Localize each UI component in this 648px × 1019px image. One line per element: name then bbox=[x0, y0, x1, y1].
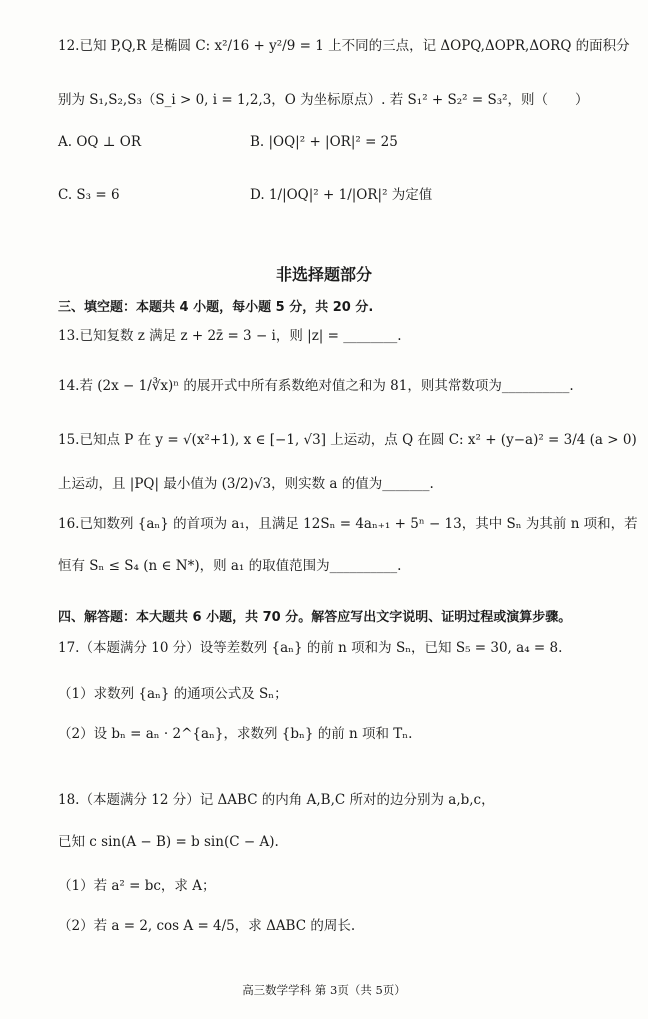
section-solution-title: 四、解答题：本大题共 6 小题，共 70 分。解答应写出文字说明、证明过程或演算步骤。 bbox=[58, 610, 572, 625]
q12-option-c: C. S₃ = 6 bbox=[58, 187, 120, 203]
q17-line1: 17.（本题满分 10 分）设等差数列 {aₙ} 的前 n 项和为 Sₙ，已知 S₅ = 30, a₄ = 8. bbox=[58, 640, 563, 656]
q18-part1: （1）若 a² = bc，求 A； bbox=[58, 878, 216, 894]
q12-line1: 12.已知 P,Q,R 是椭圆 C: x²/16 + y²/9 = 1 上不同的三点，记 ΔOPQ,ΔOPR,ΔORQ 的面积分 bbox=[58, 38, 630, 54]
section-fill-in-title: 三、填空题：本题共 4 小题，每小题 5 分，共 20 分. bbox=[58, 300, 374, 315]
q12-option-a: A. OQ ⊥ OR bbox=[58, 134, 141, 150]
q18-line2: 已知 c sin(A − B) = b sin(C − A). bbox=[58, 834, 279, 850]
q18-part2: （2）若 a = 2, cos A = 4/5，求 ΔABC 的周长. bbox=[58, 918, 356, 934]
q12-option-b: B. |OQ|² + |OR|² = 25 bbox=[250, 134, 398, 150]
page-footer: 高三数学学科 第 3页（共 5页） bbox=[242, 983, 406, 997]
q15-line2: 上运动，且 |PQ| 最小值为 (3/2)√3，则实数 a 的值为_______. bbox=[58, 476, 434, 492]
q14: 14.若 (2x − 1/∛x)ⁿ 的展开式中所有系数绝对值之和为 81，则其常数项为__________. bbox=[58, 378, 574, 394]
q12-option-d: D. 1/|OQ|² + 1/|OR|² 为定值 bbox=[250, 187, 433, 203]
q17-part2: （2）设 bₙ = aₙ · 2^{aₙ}，求数列 {bₙ} 的前 n 项和 Tₙ. bbox=[58, 726, 413, 742]
q13: 13.已知复数 z 满足 z + 2z̄ = 3 − i，则 |z| = ________. bbox=[58, 328, 402, 344]
q16-line1: 16.已知数列 {aₙ} 的首项为 a₁，且满足 12Sₙ = 4aₙ₊₁ + 5ⁿ − 13，其中 Sₙ 为其前 n 项和，若 bbox=[58, 516, 638, 532]
q17-part1: （1）求数列 {aₙ} 的通项公式及 Sₙ； bbox=[58, 686, 288, 702]
q15-line1: 15.已知点 P 在 y = √(x²+1), x ∈ [−1, √3] 上运动，点 Q 在圆 C: x² + (y−a)² = 3/4 (a > 0) bbox=[58, 432, 637, 448]
q12-line2: 别为 S₁,S₂,S₃（S_i > 0, i = 1,2,3，O 为坐标原点）. 若 S₁² + S₂² = S₃²，则（ ） bbox=[58, 92, 589, 108]
q16-line2: 恒有 Sₙ ≤ S₄ (n ∈ N*)，则 a₁ 的取值范围为__________. bbox=[58, 558, 402, 574]
part-title: 非选择题部分 bbox=[275, 265, 372, 284]
q18-line1: 18.（本题满分 12 分）记 ΔABC 的内角 A,B,C 所对的边分别为 a,b,c， bbox=[58, 792, 495, 808]
